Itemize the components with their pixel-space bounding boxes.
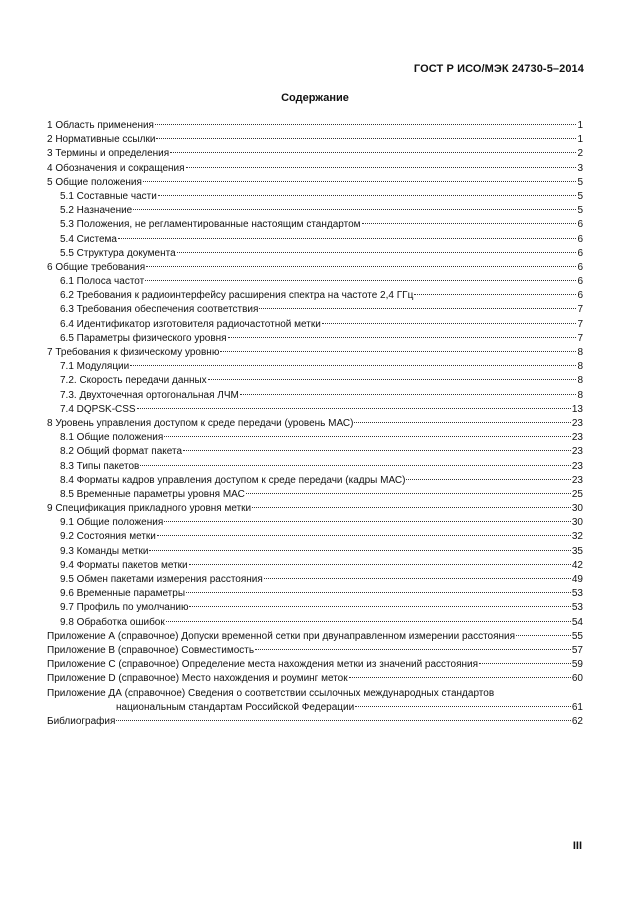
- toc-entry-label: 4 Обозначения и сокращения: [47, 162, 185, 174]
- toc-entry-page: 6: [577, 233, 583, 245]
- toc-entry-page: 61: [571, 701, 583, 713]
- toc-entry[interactable]: [47, 658, 583, 672]
- toc-entry[interactable]: [47, 502, 583, 516]
- toc-entry-label: Приложение D (справочное) Место нахождения и роуминг меток: [47, 673, 348, 685]
- toc-entry-label: 6.4 Идентификатор изготовителя радиочастотной метки: [60, 318, 321, 330]
- toc-entry[interactable]: [47, 289, 583, 303]
- toc-entry-page: 23: [571, 446, 583, 458]
- toc-entry[interactable]: [47, 176, 583, 190]
- leader-dots: [240, 394, 577, 395]
- toc-entry[interactable]: [47, 601, 583, 615]
- toc-entry-page: 57: [571, 644, 583, 656]
- toc-entry[interactable]: [47, 530, 583, 544]
- leader-dots: [220, 351, 576, 352]
- toc-entry-page: 23: [571, 432, 583, 444]
- leader-dots: [264, 578, 571, 579]
- toc-entry-label-line1: Приложение ДА (справочное) Сведения о соответствии ссылочных международных стандартов: [47, 687, 495, 699]
- toc-entry-appendix-da[interactable]: [47, 687, 583, 715]
- toc-entry[interactable]: [47, 318, 583, 332]
- document-code-header: ГОСТ Р ИСО/МЭК 24730-5–2014: [413, 63, 584, 75]
- toc-entry-label: 6.1 Полоса частот: [60, 276, 145, 288]
- leader-dots: [246, 493, 571, 494]
- toc-entry-page: 6: [577, 219, 583, 231]
- toc-entry-label: Библиография: [47, 715, 116, 727]
- toc-entry[interactable]: [47, 474, 583, 488]
- toc-entry-label: 5.5 Структура документа: [60, 247, 176, 259]
- leader-dots: [116, 720, 570, 721]
- toc-entry-label: 6.5 Параметры физического уровня: [60, 332, 227, 344]
- toc-entry[interactable]: [47, 247, 583, 261]
- toc-entry[interactable]: [47, 516, 583, 530]
- leader-dots: [137, 408, 571, 409]
- toc-entry[interactable]: [47, 261, 583, 275]
- leader-dots: [164, 436, 571, 437]
- toc-entry-page: 5: [577, 176, 583, 188]
- leader-dots: [259, 308, 576, 309]
- toc-entry[interactable]: [47, 460, 583, 474]
- toc-entry-page: 6: [577, 261, 583, 273]
- toc-entry-label: 7.4 DQPSK-CSS: [60, 403, 136, 415]
- toc-entry-label: 6.3 Требования обеспечения соответствия: [60, 304, 259, 316]
- toc-entry-label: 9.5 Обмен пакетами измерения расстояния: [60, 574, 263, 585]
- toc-entry[interactable]: [47, 616, 583, 630]
- toc-entry-page: 7: [577, 332, 583, 344]
- leader-dots: [322, 323, 577, 324]
- toc-entry[interactable]: [47, 431, 583, 445]
- leader-dots: [164, 521, 571, 522]
- toc-entry-label: 8 Уровень управления доступом к среде передачи (уровень МАС): [47, 417, 354, 429]
- leader-dots: [149, 550, 570, 551]
- toc-entry-page: 5: [577, 205, 583, 217]
- leader-dots: [166, 621, 571, 622]
- leader-dots: [157, 535, 571, 536]
- toc-entry-page: 3: [577, 162, 583, 174]
- toc-entry-label: 7 Требования к физическому уровню: [47, 347, 220, 358]
- toc-entry-page: 8: [577, 389, 583, 401]
- toc-entry-page: 6: [577, 290, 583, 302]
- toc-entry[interactable]: [47, 488, 583, 502]
- toc-entry-page: 42: [571, 559, 583, 571]
- toc-entry-label: 7.3. Двухточечная ортогональная ЛЧМ: [60, 389, 239, 401]
- toc-entry-page: 49: [571, 574, 583, 585]
- toc-entry[interactable]: [47, 190, 583, 204]
- table-of-contents: [47, 119, 583, 729]
- toc-entry-page: 13: [571, 403, 583, 415]
- toc-entry[interactable]: [47, 119, 583, 133]
- toc-entry-label: 7.2. Скорость передачи данных: [60, 375, 207, 387]
- toc-entry-page: 32: [571, 531, 583, 543]
- toc-entry-label: 9.8 Обработка ошибок: [60, 616, 165, 628]
- toc-entry[interactable]: [47, 445, 583, 459]
- leader-dots: [186, 592, 571, 593]
- leader-dots: [155, 124, 576, 125]
- toc-entry-label: 6 Общие требования: [47, 261, 146, 273]
- leader-dots: [252, 507, 571, 508]
- toc-entry[interactable]: [47, 233, 583, 247]
- leader-dots: [170, 152, 576, 153]
- toc-entry[interactable]: [47, 417, 583, 431]
- toc-entry-page: 62: [571, 715, 583, 727]
- leader-dots: [133, 209, 576, 210]
- toc-entry-label: 9.1 Общие положения: [60, 517, 164, 529]
- toc-entry-label: 8.1 Общие положения: [60, 432, 164, 444]
- toc-entry-page: 23: [571, 417, 583, 429]
- toc-entry[interactable]: [47, 374, 583, 388]
- leader-dots: [189, 564, 571, 565]
- toc-entry-label: 2 Нормативные ссылки: [47, 134, 156, 146]
- toc-entry-page: 5: [577, 190, 583, 202]
- toc-entry-label: 1 Область применения: [47, 120, 154, 131]
- toc-entry-label: 5.3 Положения, не регламентированные настоящим стандартом: [60, 219, 361, 231]
- leader-dots: [158, 195, 577, 196]
- toc-entry[interactable]: [47, 303, 583, 317]
- toc-entry-page: 6: [577, 247, 583, 259]
- toc-entry-page: 6: [577, 276, 583, 288]
- toc-entry-page: 30: [571, 517, 583, 529]
- leader-dots: [156, 138, 576, 139]
- toc-entry-page: 7: [577, 318, 583, 330]
- toc-entry-label: 9.2 Состояния метки: [60, 531, 156, 543]
- leader-dots: [143, 181, 577, 182]
- toc-entry-page: 7: [577, 304, 583, 316]
- toc-entry-label: Приложение А (справочное) Допуски временной сетки при двунаправленном измерении расстояния: [47, 630, 516, 642]
- toc-entry-label: 5 Общие положения: [47, 176, 142, 188]
- toc-entry-page: 60: [571, 673, 583, 685]
- toc-entry[interactable]: [47, 360, 583, 374]
- toc-entry[interactable]: [47, 587, 583, 601]
- toc-entry-label: 7.1 Модуляции: [60, 361, 130, 373]
- toc-entry-page: 35: [571, 545, 583, 557]
- toc-entry-page: 59: [571, 659, 583, 671]
- toc-entry-label: 8.2 Общий формат пакета: [60, 446, 183, 458]
- toc-entry-page: 53: [571, 588, 583, 600]
- toc-entry[interactable]: [47, 346, 583, 360]
- toc-entry[interactable]: [47, 630, 583, 644]
- leader-dots: [177, 252, 577, 253]
- toc-entry[interactable]: [47, 162, 583, 176]
- leader-dots: [479, 663, 571, 664]
- toc-entry-page: 1: [577, 134, 583, 146]
- leader-dots: [130, 365, 576, 366]
- leader-dots: [189, 606, 570, 607]
- toc-entry-page: 23: [571, 474, 583, 486]
- toc-entry[interactable]: [47, 559, 583, 573]
- toc-entry-page: 53: [571, 602, 583, 614]
- toc-entries: [47, 119, 583, 687]
- toc-entry-label: 9.7 Профиль по умолчанию: [60, 602, 189, 614]
- toc-entry[interactable]: [47, 545, 583, 559]
- toc-entry-label: 9.4 Форматы пакетов метки: [60, 559, 188, 571]
- toc-entry[interactable]: [47, 644, 583, 658]
- toc-entry-label: 3 Термины и определения: [47, 148, 170, 160]
- toc-entry-page: 8: [577, 361, 583, 373]
- leader-dots: [118, 238, 576, 239]
- toc-entry-label-line2: национальным стандартам Российской Федерации: [116, 701, 355, 713]
- leader-dots: [208, 379, 577, 380]
- toc-entry[interactable]: [47, 133, 583, 147]
- toc-entry[interactable]: [47, 204, 583, 218]
- leader-dots: [140, 465, 571, 466]
- toc-entry-page: 2: [577, 148, 583, 160]
- toc-entry-label: 6.2 Требования к радиоинтерфейсу расширения спектра на частоте 2,4 ГГц: [60, 290, 414, 302]
- toc-entry-label: 9.6 Временные параметры: [60, 588, 186, 600]
- toc-entry-page: 30: [571, 503, 583, 515]
- toc-entry-label: 9.3 Команды метки: [60, 545, 149, 557]
- leader-dots: [355, 706, 571, 707]
- toc-entry-label: 8.5 Временные параметры уровня МАС: [60, 488, 245, 500]
- toc-entry-page: 8: [577, 347, 583, 358]
- toc-entry[interactable]: [47, 147, 583, 161]
- toc-title: Содержание: [281, 92, 349, 104]
- toc-entry[interactable]: [47, 389, 583, 403]
- leader-dots: [414, 294, 576, 295]
- leader-dots: [354, 422, 570, 423]
- toc-entry-page: 1: [577, 120, 583, 131]
- toc-entry-label: Приложение В (справочное) Совместимость: [47, 644, 255, 656]
- leader-dots: [145, 280, 576, 281]
- leader-dots: [349, 677, 571, 678]
- toc-entry-label: 5.4 Система: [60, 233, 117, 245]
- toc-entry-page: 8: [577, 375, 583, 387]
- toc-entry-label: 5.1 Составные части: [60, 190, 157, 202]
- leader-dots: [146, 266, 576, 267]
- toc-entry-label: Приложение С (справочное) Определение места нахождения метки из значений расстояния: [47, 659, 479, 671]
- toc-entry-label: 5.2 Назначение: [60, 205, 133, 217]
- toc-entry[interactable]: [47, 573, 583, 587]
- toc-entry-label: 8.3 Типы пакетов: [60, 460, 140, 472]
- toc-entry[interactable]: [47, 275, 583, 289]
- leader-dots: [516, 635, 571, 636]
- toc-entry[interactable]: [47, 672, 583, 686]
- toc-entry-page: 23: [571, 460, 583, 472]
- page-number: III: [572, 840, 582, 852]
- leader-dots: [183, 450, 571, 451]
- toc-entry-bibliography[interactable]: [47, 715, 583, 729]
- leader-dots: [228, 337, 577, 338]
- toc-entry[interactable]: [47, 403, 583, 417]
- leader-dots: [362, 223, 577, 224]
- toc-entry[interactable]: [47, 218, 583, 232]
- leader-dots: [186, 167, 577, 168]
- toc-entry[interactable]: [47, 332, 583, 346]
- toc-entry-page: 25: [571, 488, 583, 500]
- toc-entry-page: 55: [571, 630, 583, 642]
- toc-entry-page: 54: [571, 616, 583, 628]
- leader-dots: [406, 479, 570, 480]
- toc-entry-label: 9 Спецификация прикладного уровня метки: [47, 503, 252, 515]
- toc-entry-label: 8.4 Форматы кадров управления доступом к среде передачи (кадры МАС): [60, 474, 406, 486]
- leader-dots: [255, 649, 571, 650]
